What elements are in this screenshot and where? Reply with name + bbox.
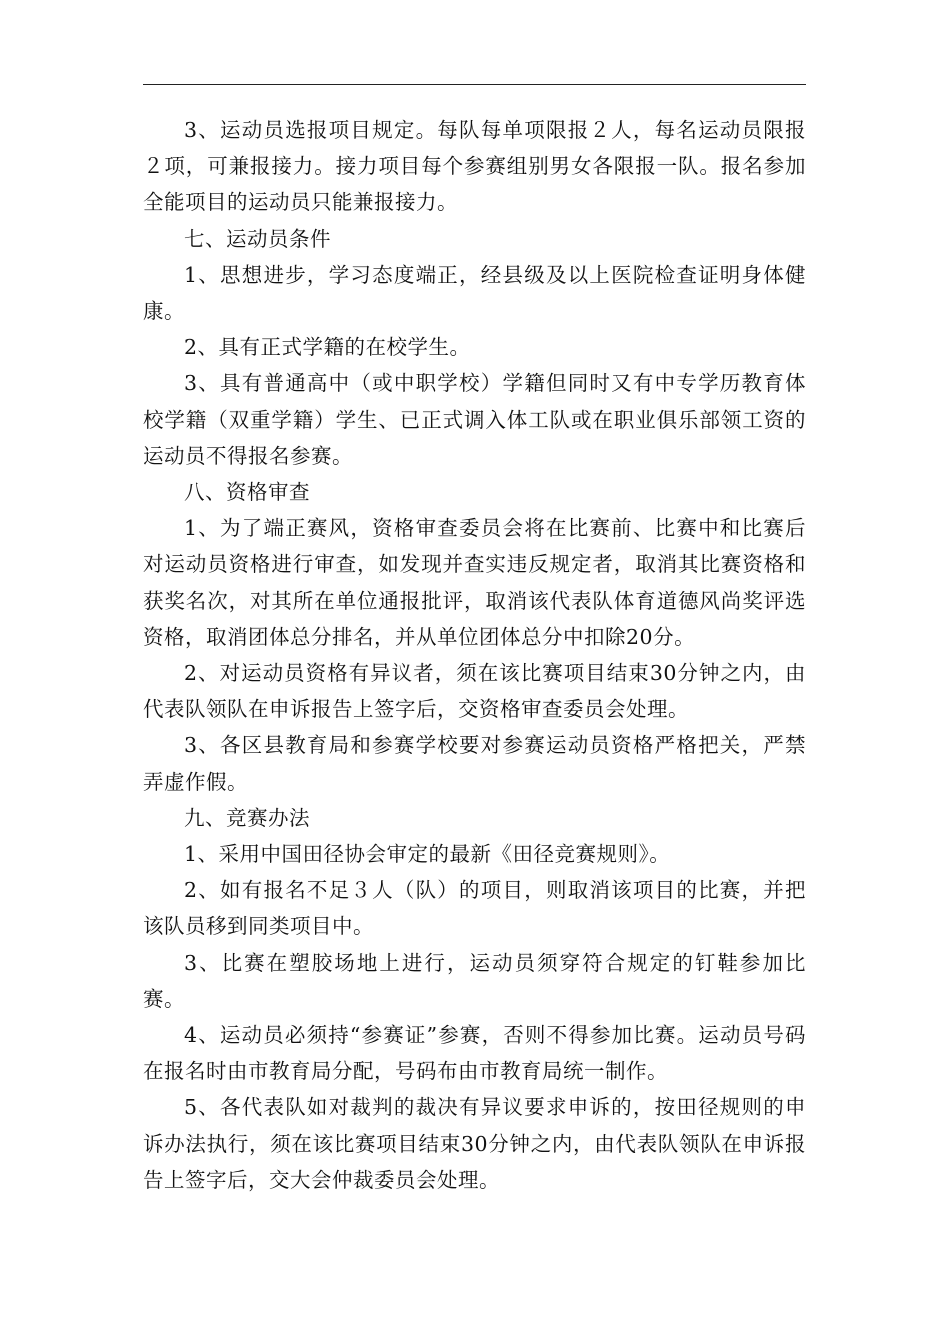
paragraph-condition-3: 3、具有普通高中（或中职学校）学籍但同时又有中专学历教育体校学籍（双重学籍）学生、已正式调入体工队或在职业俱乐部领工资的运动员不得报名参赛。 [143,371,806,468]
paragraph-method-2: 2、如有报名不足３人（队）的项目，则取消该项目的比赛，并把该队员移到同类项目中。 [143,878,806,939]
paragraph-method-3: 3、比赛在塑胶场地上进行，运动员须穿符合规定的钉鞋参加比赛。 [143,950,806,1011]
paragraph-condition-1: 1、思想进步，学习态度端正，经县级及以上医院检查证明身体健康。 [143,262,806,324]
paragraph-method-4: 4、运动员必须持“参赛证”参赛，否则不得参加比赛。运动员号码在报名时由市教育局分配，号码布由市教育局统一制作。 [143,1023,806,1084]
paragraph-method-1: 1、采用中国田径协会审定的最新《田径竞赛规则》。 [184,842,671,867]
document-body [143,112,806,1198]
paragraph-review-2: 2、对运动员资格有异议者，须在该比赛项目结束30分钟之内，由代表队领队在申诉报告上签字后，交资格审查委员会处理。 [143,661,806,722]
section-heading-competition-methods: 九、竞赛办法 [184,805,310,830]
paragraph-review-1: 1、为了端正赛风，资格审查委员会将在比赛前、比赛中和比赛后对运动员资格进行审查，如发现并查实违反规定者，取消其比赛资格和获奖名次，对其所在单位通报批评，取消该代表队体育道德风尚奖评选资格，取消团体总分排名，并从单位团体总分中扣除20分。 [143,516,806,649]
paragraph-review-3: 3、各区县教育局和参赛学校要对参赛运动员资格严格把关，严禁弄虚作假。 [143,733,806,794]
paragraph-athlete-event-rules: 3、运动员选报项目规定。每队每单项限报２人，每名运动员限报２项，可兼报接力。接力项目每个参赛组别男女各限报一队。报名参加全能项目的运动员只能兼报接力。 [143,118,806,215]
paragraph-condition-2: 2、具有正式学籍的在校学生。 [184,335,471,360]
section-heading-eligibility-review: 八、资格审查 [184,480,310,505]
header-rule [143,84,806,85]
paragraph-method-5: 5、各代表队如对裁判的裁决有异议要求申诉的，按田径规则的申诉办法执行，须在该比赛项目结束30分钟之内，由代表队领队在申诉报告上签字后，交大会仲裁委员会处理。 [143,1095,806,1192]
section-heading-athlete-conditions: 七、运动员条件 [184,226,331,251]
